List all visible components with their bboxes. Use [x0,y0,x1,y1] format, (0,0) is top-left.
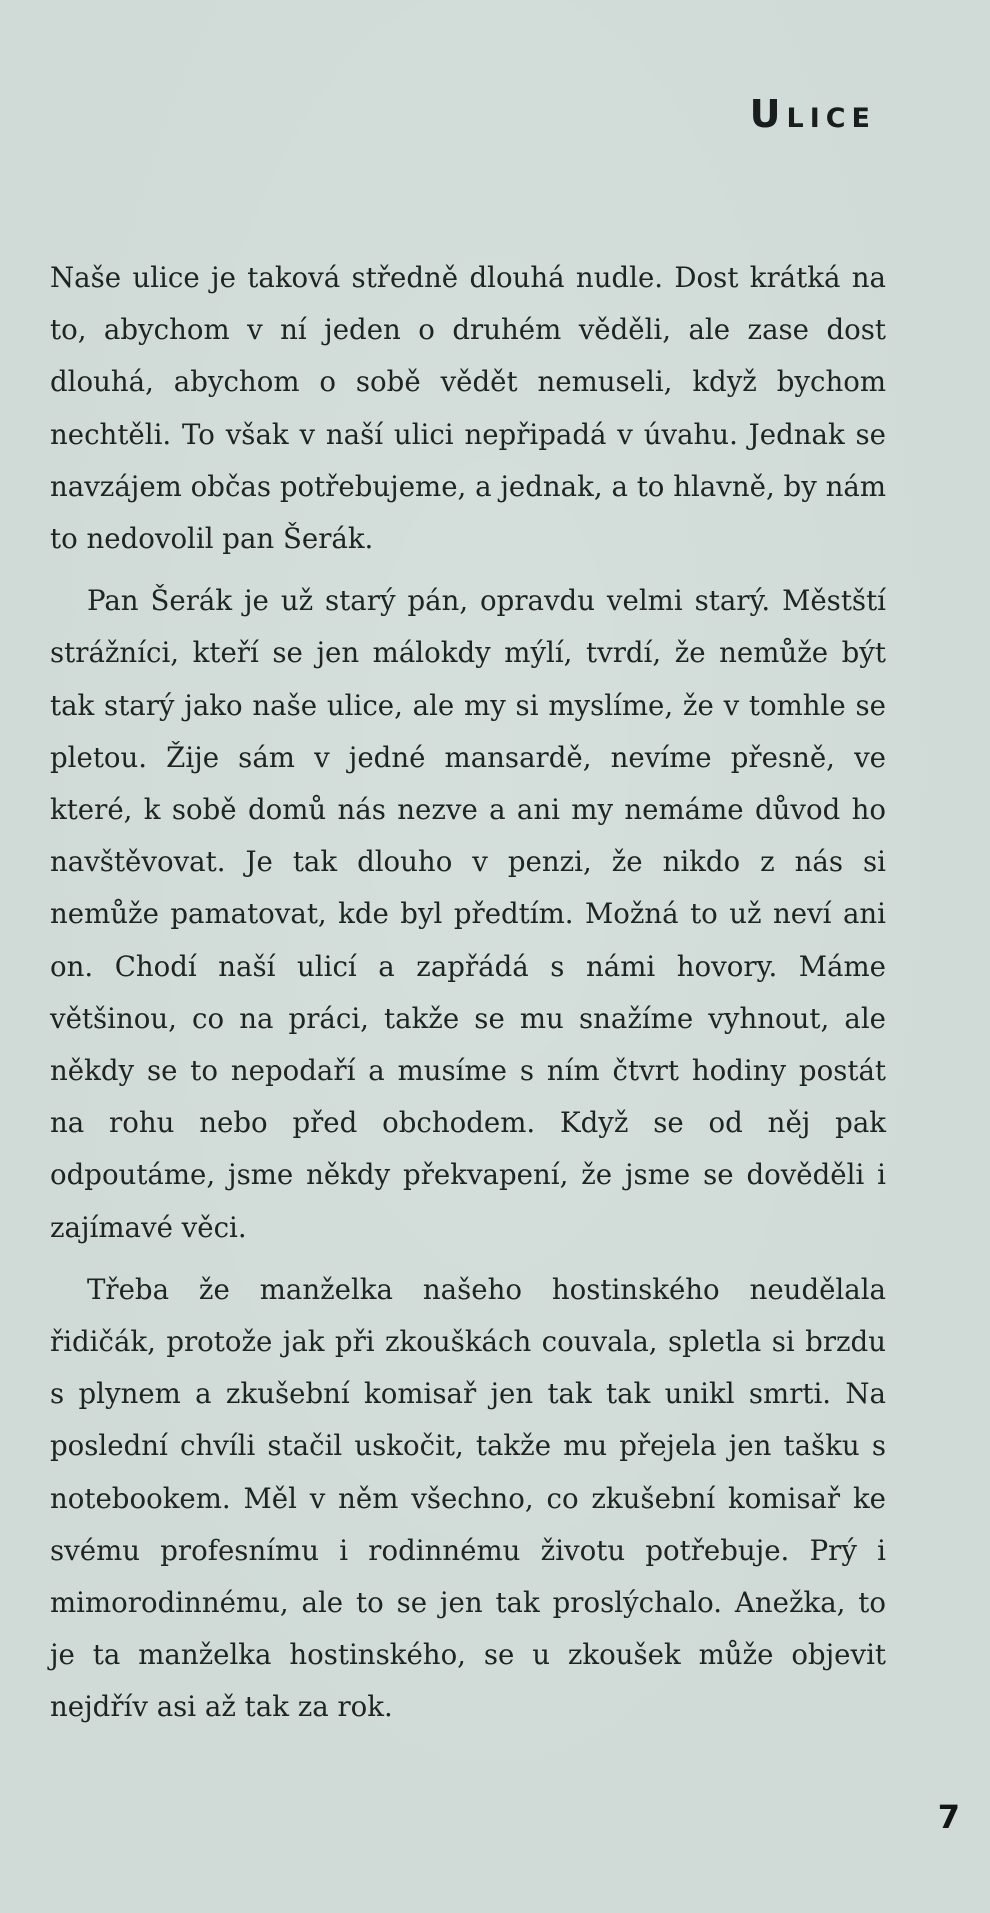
paragraph-3: Třeba že manželka našeho hostinského neudělala řidičák, protože jak při zkouškách couvala, spletla si brzdu s plynem a zkušební komisař jen tak tak unikl smrti. Na poslední chvíli stačil uskočit, takže mu přejela jen tašku s notebookem. Měl v něm všechno, co zkušební komisař ke svému profesnímu i rodinnému životu potřebuje. Prý i mimorodinnému, ale to se jen tak proslýchalo. Anežka, to je ta manželka hostinského, se u zkoušek může objevit nejdřív asi až tak za rok. [50,1272,886,1724]
paragraph-1: Naše ulice je taková středně dlouhá nudle. Dost krátká na to, abychom v ní jeden o druhém věděli, ale zase dost dlouhá, abychom o sobě vědět nemuseli, když bychom nechtěli. To však v naší ulici nepřipadá v úvahu. Jednak se navzájem občas potřebujeme, a jednak, a to hlavně, by nám to nedovolil pan Šerák. [50,261,886,556]
chapter-title: Ulice [749,92,876,136]
body-text [50,252,886,1734]
paragraph-2: Pan Šerák je už starý pán, opravdu velmi starý. Městští strážníci, kteří se jen málokdy mýlí, tvrdí, že nemůže být tak starý jako naše ulice, ale my si myslíme, že v tomhle se pletou. Žije sám v jedné mansardě, nevíme přesně, ve které, k sobě domů nás nezve a ani my nemáme důvod ho navštěvovat. Je tak dlouho v penzi, že nikdo z nás si nemůže pamatovat, kde byl předtím. Možná to už neví ani on. Chodí naší ulicí a zapřádá s námi hovory. Máme většinou, co na práci, takže se mu snažíme vyhnout, ale někdy se to nepodaří a musíme s ním čtvrt hodiny postát na rohu nebo před obchodem. Když se od něj pak odpoutáme, jsme někdy překvapení, že jsme se dověděli i zajímavé věci. [50,584,886,1244]
page-number: 7 [937,1798,960,1836]
